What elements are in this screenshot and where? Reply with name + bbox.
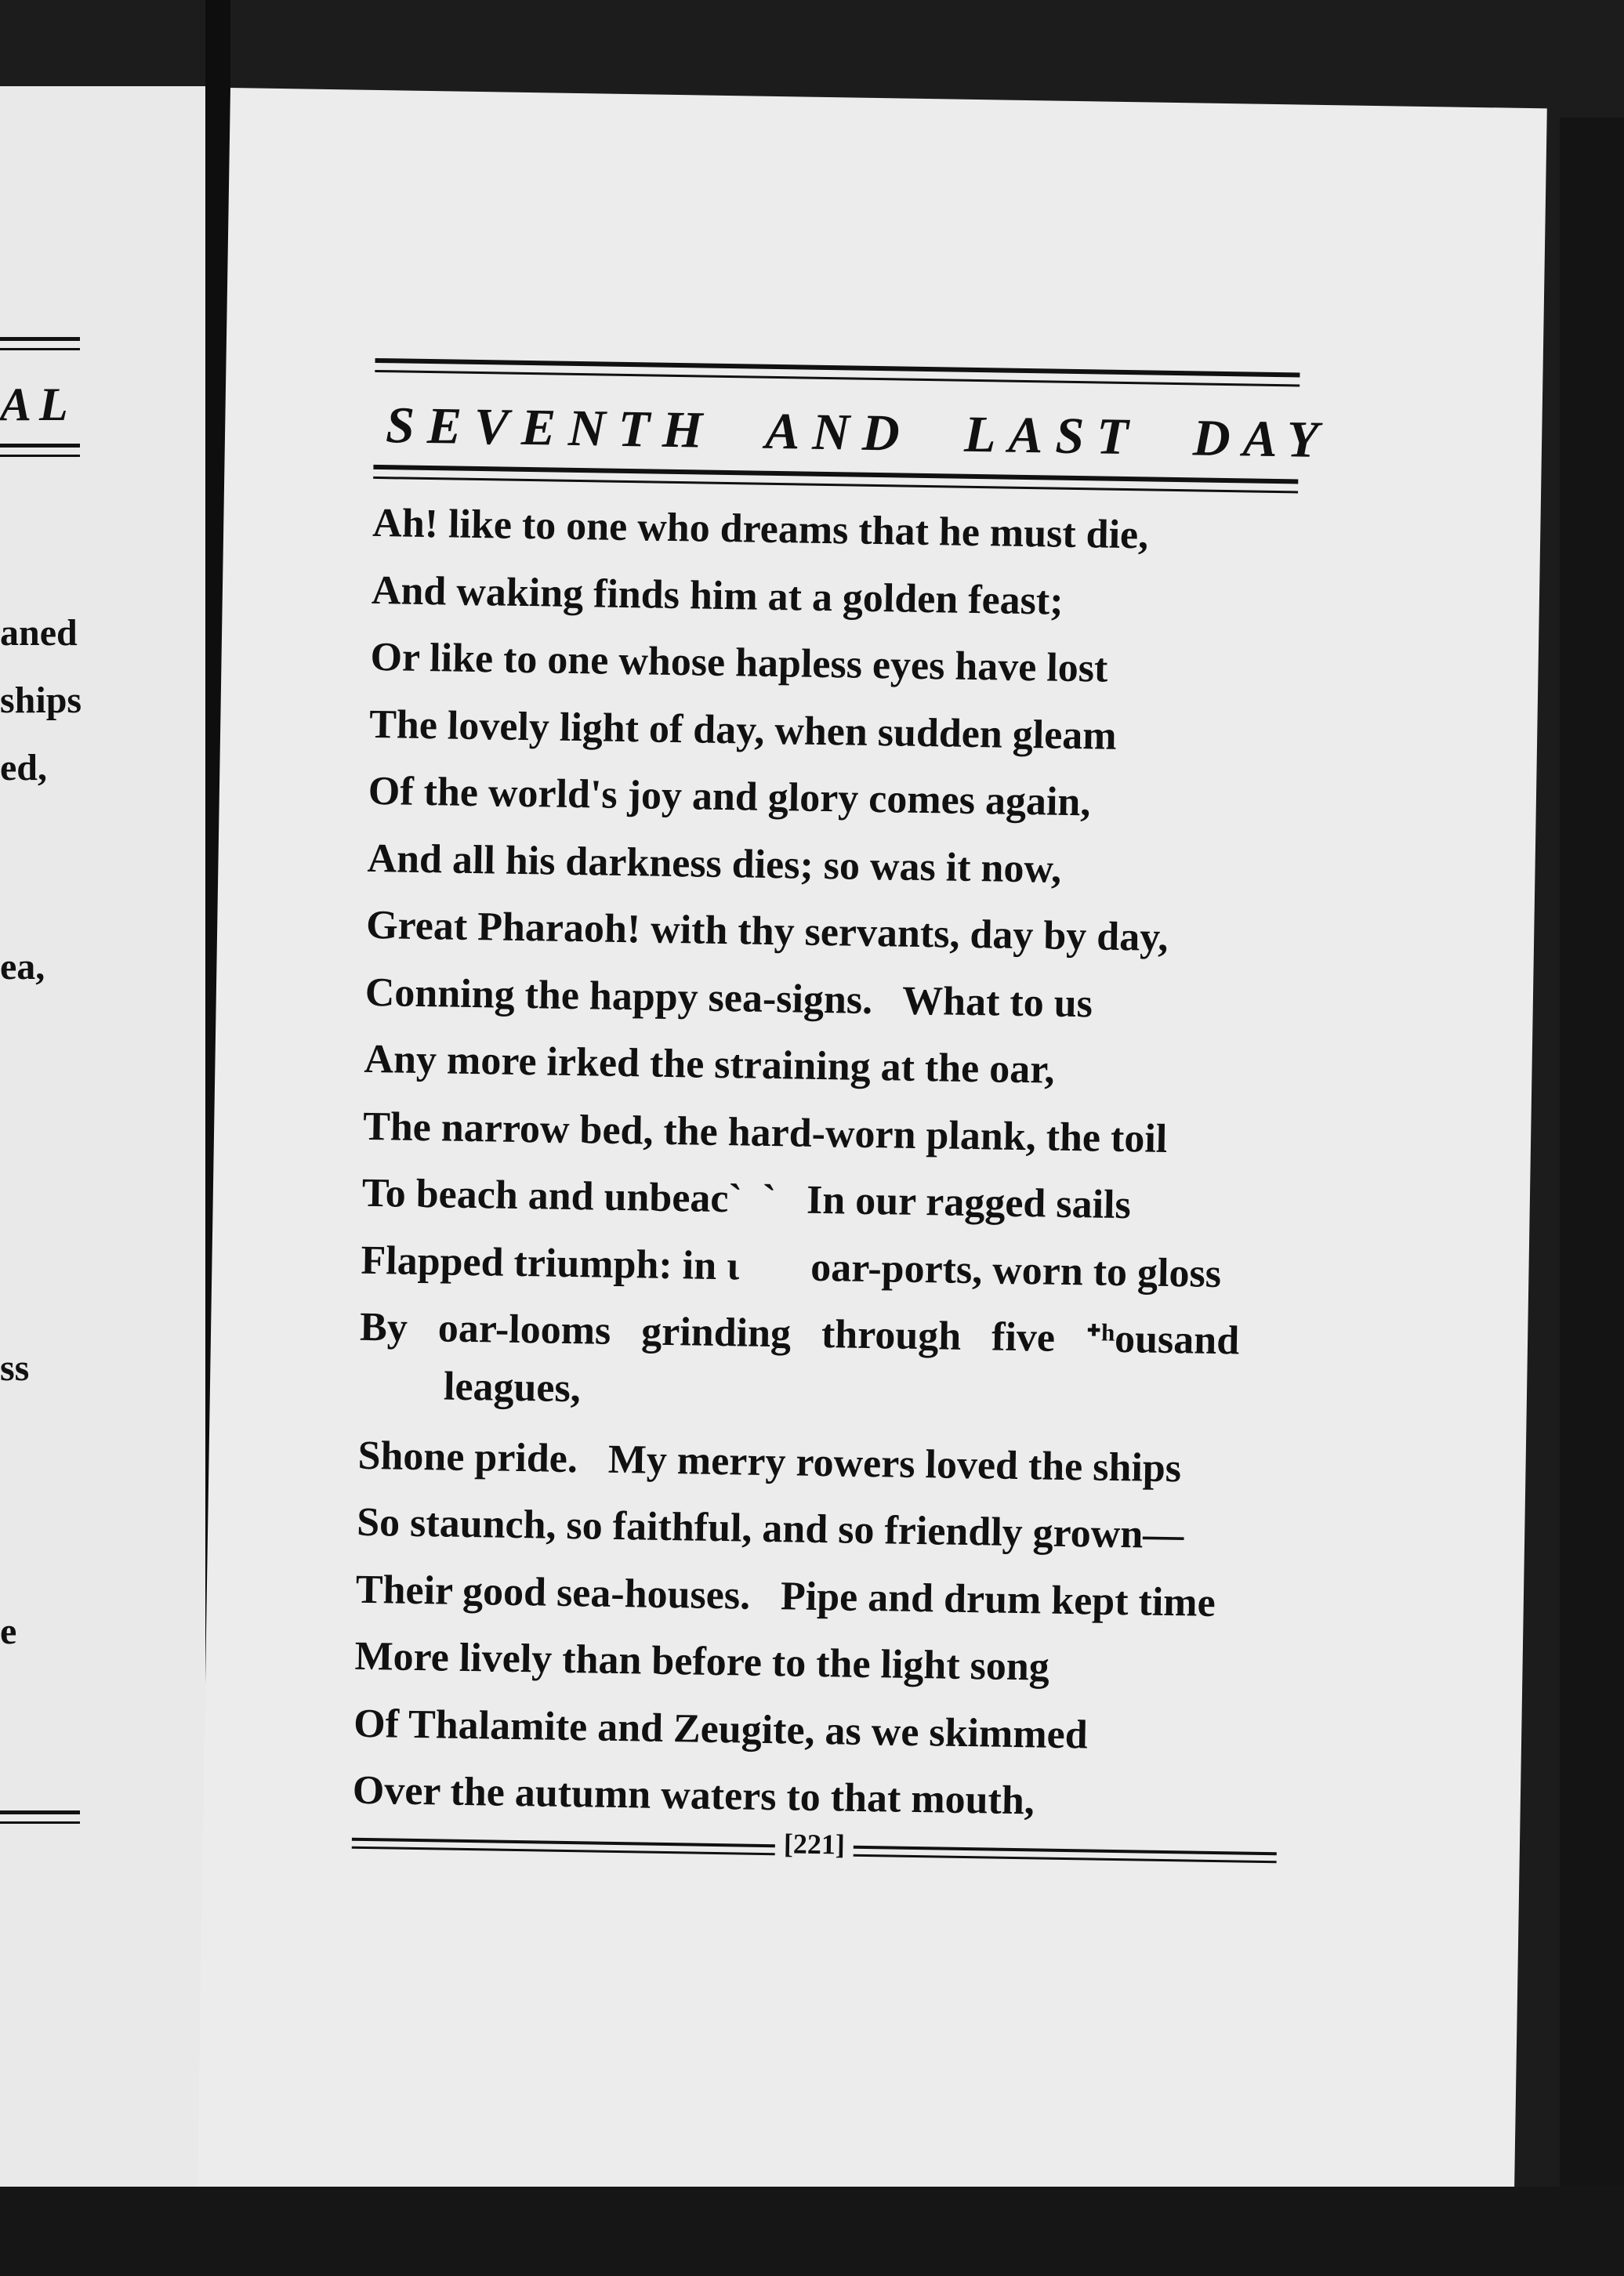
left-page-heading-fragment: AL — [0, 379, 76, 430]
verse-line: Shone pride. My merry rowers loved the ships — [357, 1433, 1182, 1491]
header-double-rule — [373, 465, 1298, 494]
verse-line: Their good sea-houses. Pipe and drum kept time — [355, 1567, 1216, 1625]
footer-double-rule — [352, 1838, 775, 1855]
header-double-rule — [375, 358, 1300, 387]
verse-line: Of Thalamite and Zeugite, as we skimmed — [353, 1701, 1089, 1757]
running-head: SEVENTH AND LAST DAY — [385, 397, 1332, 469]
left-page-line-fragment: ed, — [0, 747, 47, 788]
verse-line: Of the world's joy and glory comes again, — [368, 768, 1091, 825]
verse-line: And all his darkness dies; so was it now, — [367, 835, 1062, 892]
verse-line-continuation: leagues, — [443, 1363, 582, 1411]
left-page-rule — [0, 1821, 80, 1824]
left-page-rule — [0, 444, 80, 448]
verse-line: Or like to one whose hapless eyes have lost — [370, 634, 1108, 691]
page-number: [221] — [783, 1828, 846, 1861]
left-page-line-fragment: ss — [0, 1347, 30, 1389]
verse-line: The narrow bed, the hard-worn plank, the toil — [362, 1104, 1168, 1162]
verse-line: The lovely light of day, when sudden gleam — [368, 701, 1118, 759]
verse-block — [352, 490, 1306, 1839]
left-page-line-fragment: ea, — [0, 946, 45, 988]
verse-line: More lively than before to the light song — [354, 1633, 1050, 1690]
verse-line: Over the autumn waters to that mouth, — [352, 1767, 1035, 1824]
left-page-rule — [0, 455, 80, 457]
left-page-line-fragment: aned — [0, 612, 78, 654]
verse-line: Any more irked the straining at the oar, — [364, 1036, 1055, 1093]
book-page — [198, 88, 1547, 2224]
verse-line: So staunch, so faithful, and so friendly grown— — [356, 1499, 1184, 1558]
left-page-rule — [0, 348, 80, 350]
verse-line: Ah! like to one who dreams that he must die, — [372, 500, 1149, 558]
scan-border-bottom — [0, 2187, 1624, 2276]
left-page-rule — [0, 337, 80, 341]
verse-line: Flapped triumph: in ι oar-ports, worn to gloss — [361, 1238, 1222, 1296]
verse-line: Conning the happy sea-signs. What to us — [364, 969, 1093, 1026]
footer-double-rule — [854, 1846, 1277, 1863]
left-page-fragment — [0, 86, 205, 2194]
verse-line: To beach and unbeac` ` In our ragged sails — [361, 1170, 1132, 1228]
scan-border-right — [1560, 118, 1624, 2276]
verse-line: By oar-looms grinding through five ᐩʰousand — [359, 1304, 1240, 1364]
left-page-rule — [0, 1810, 80, 1814]
left-page-line-fragment: e — [0, 1611, 17, 1652]
verse-line: And waking finds him at a golden feast; — [371, 567, 1064, 624]
verse-line: Great Pharaoh! with thy servants, day by day, — [365, 902, 1169, 960]
left-page-line-fragment: ships — [0, 680, 82, 721]
